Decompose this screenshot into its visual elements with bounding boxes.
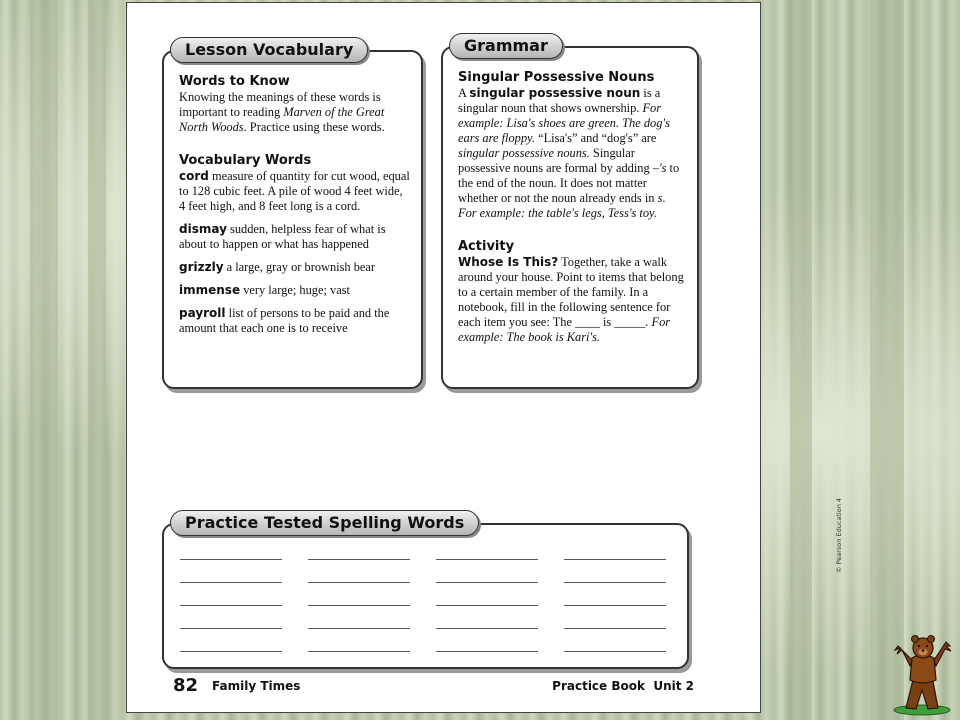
bear-icon xyxy=(892,628,954,716)
spelling-answer-line[interactable] xyxy=(180,582,282,583)
spelling-answer-line[interactable] xyxy=(180,651,282,652)
words-to-know-heading: Words to Know xyxy=(179,74,290,89)
singular-possessive-heading: Singular Possessive Nouns xyxy=(458,70,655,85)
spelling-answer-line[interactable] xyxy=(436,628,538,629)
spelling-answer-line[interactable] xyxy=(436,651,538,652)
page-number: 82 xyxy=(173,675,199,696)
spelling-answer-line[interactable] xyxy=(180,559,282,560)
background-tree-trunk xyxy=(30,0,58,720)
book-title: Practice Book Unit 2 xyxy=(552,679,694,693)
copyright-notice: © Pearson Education 4 xyxy=(835,497,843,573)
vocab-entry-dismay: dismay sudden, helpless fear of what is about to happen or what has happened xyxy=(179,222,386,251)
lesson-vocabulary-tab: Lesson Vocabulary xyxy=(170,37,368,63)
vocab-entry-grizzly: grizzly a large, gray or brownish bear xyxy=(179,260,376,274)
words-to-know-intro: Knowing the meanings of these words is important to reading Marven of the Great North Woods. Practice using these words. xyxy=(179,90,385,134)
background-tree-trunk xyxy=(870,0,904,720)
vocab-entry-payroll: payroll list of persons to be paid and the amount that each one is to receive xyxy=(179,306,390,335)
spelling-answer-line[interactable] xyxy=(180,605,282,606)
spelling-answer-line[interactable] xyxy=(308,628,410,629)
spelling-answer-line[interactable] xyxy=(308,651,410,652)
vocabulary-words-heading: Vocabulary Words xyxy=(179,153,312,168)
spelling-answer-line[interactable] xyxy=(564,605,666,606)
spelling-words-box xyxy=(162,513,689,669)
spelling-answer-line[interactable] xyxy=(436,559,538,560)
vocabulary-content xyxy=(179,74,411,336)
grammar-box xyxy=(441,36,699,389)
spelling-answer-line[interactable] xyxy=(564,651,666,652)
spelling-answer-line[interactable] xyxy=(436,605,538,606)
background-tree-trunk xyxy=(790,0,812,720)
background-tree-trunk xyxy=(88,0,106,720)
spelling-answer-line[interactable] xyxy=(308,582,410,583)
worksheet-page xyxy=(126,2,843,713)
vocab-entry-cord: cord measure of quantity for cut wood, equal to 128 cubic feet. A pile of wood 4 feet wide, 4 feet high, and 8 feet long is a cord. xyxy=(179,169,410,213)
spelling-words-tab: Practice Tested Spelling Words xyxy=(170,510,479,536)
spelling-answer-line[interactable] xyxy=(436,582,538,583)
spelling-answer-line[interactable] xyxy=(564,628,666,629)
spelling-answer-line[interactable] xyxy=(564,559,666,560)
spelling-answer-line[interactable] xyxy=(180,628,282,629)
spelling-answer-line[interactable] xyxy=(564,582,666,583)
section-title: Family Times xyxy=(212,679,301,693)
grammar-explanation: A singular possessive noun is a singular noun that shows ownership. For example: Lisa's shoes are green. The dog's ears are floppy. “Lisa's” and “dog's” are singular possessive nouns. Singular possessive nouns are formal by adding –'s to the end of the noun. It does not matter whether or not the noun already ends in s. For example: the table's legs, Tess's toy. xyxy=(458,86,680,220)
spelling-answer-line[interactable] xyxy=(308,559,410,560)
grammar-content xyxy=(458,70,687,345)
grammar-tab: Grammar xyxy=(449,33,563,59)
spelling-answer-line[interactable] xyxy=(308,605,410,606)
vocab-entry-immense: immense very large; huge; vast xyxy=(179,283,350,297)
activity-heading: Activity xyxy=(458,239,515,254)
lesson-vocabulary-box xyxy=(162,40,423,389)
activity-text: Whose Is This? Together, take a walk around your house. Point to items that belong to a certain member of the family. In a notebook, fill in the following sentence for each item you see: The ____ is _____. For example: The book is Kari's. xyxy=(458,255,684,344)
